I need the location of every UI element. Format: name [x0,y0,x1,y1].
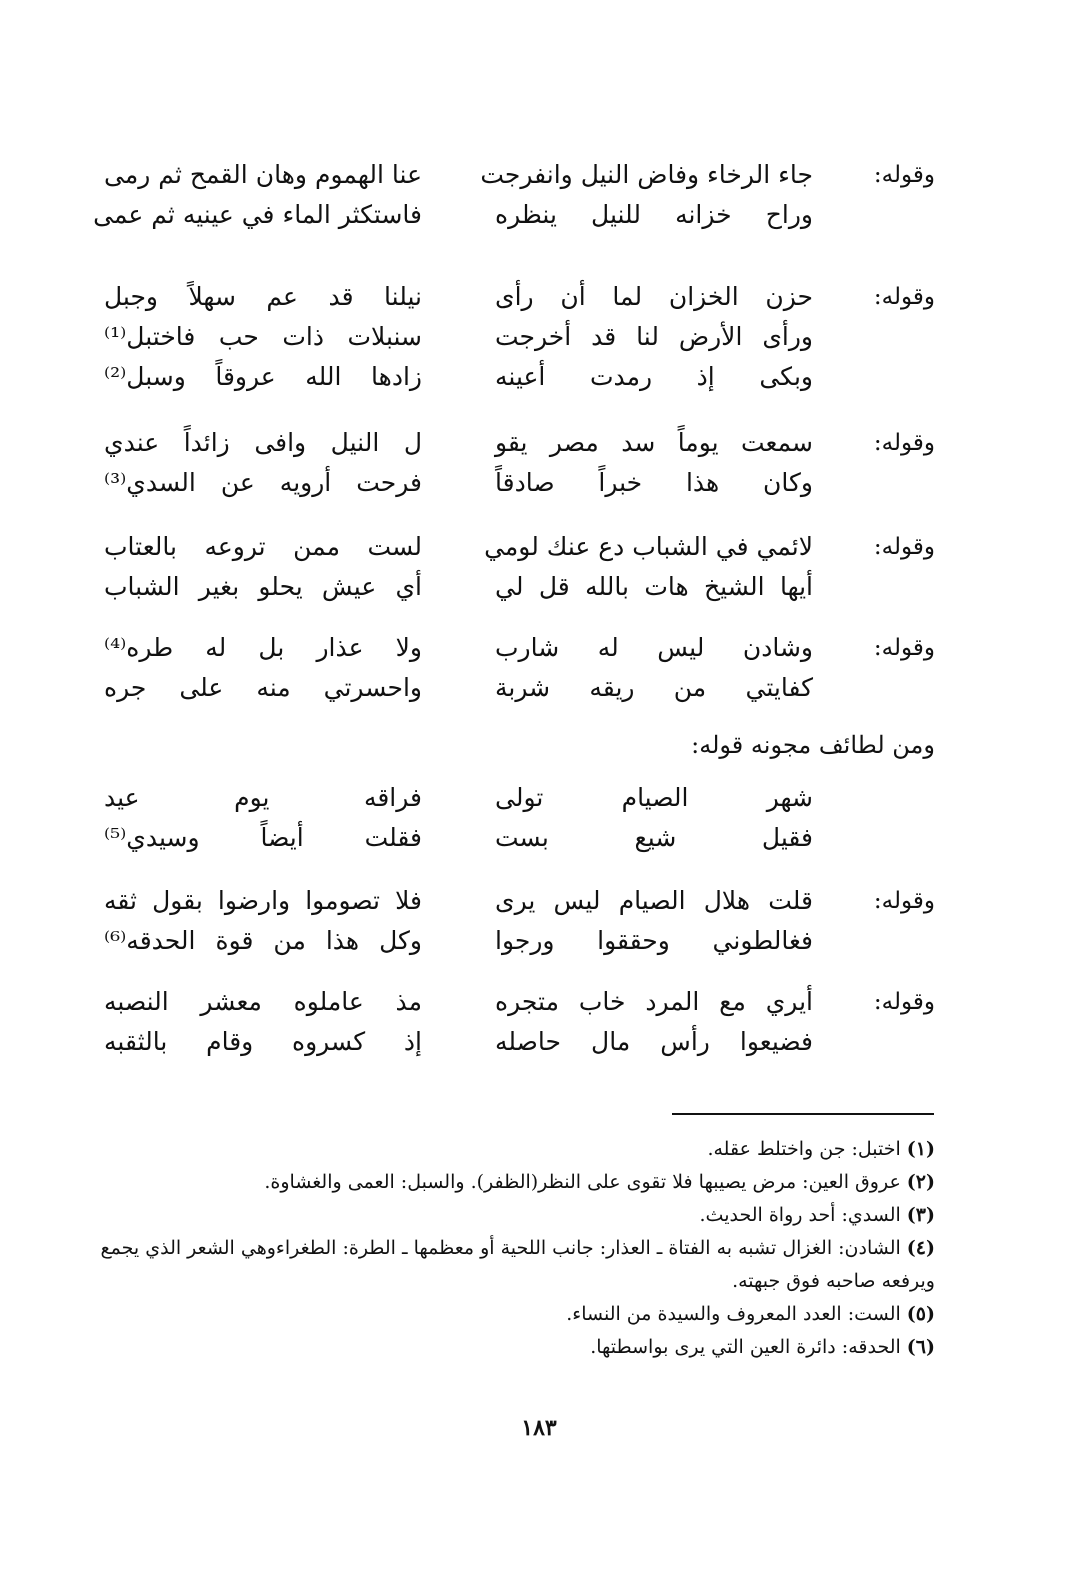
first-hemistich: لائمي في الشباب دع عنك لومي [484,532,813,561]
stanza-label: وقوله: [873,284,935,310]
first-hemistich: سمعت يوماً سد مصر يقو [495,428,813,457]
verse-line [100,527,935,567]
stanza-label: وقوله: [873,162,935,188]
footnote-number: (١) [906,1138,935,1160]
second-hemistich: فقلت أيضاً وسيدي⁽⁵⁾ [104,823,422,852]
second-hemistich: ل النيل وافى زائداً عندي [104,428,422,457]
second-hemistich: فاستكثر الماء في عينيه ثم عمى [93,200,422,229]
verse-line [100,982,935,1022]
second-hemistich: لست ممن تروعه بالعتاب [104,532,422,561]
footnote [100,1232,935,1298]
verse-line [100,818,935,858]
first-hemistich: ورأى الأرض لنا قد أخرجت [495,322,813,351]
verse-line [100,357,935,397]
stanza-label: وقوله: [873,534,935,560]
poem-stanza [100,982,935,1062]
first-hemistich: فضيعوا رأس مال حاصله [495,1027,813,1056]
first-hemistich: شهر الصيام تولى [495,783,813,812]
poem-stanza [100,527,935,607]
first-hemistich: وبكى إذ رمدت أعينه [495,362,813,391]
footnote-text: الشادن: الغزال تشبه به الفتاة ـ العذار: جانب اللحية أو معظمها ـ الطرة: الطغراءوهي الشعر الذي يجمع ويرفعه صاحبه فوق جبهته. [100,1237,935,1292]
footnote-text: الست: العدد المعروف والسيدة من النساء. [566,1303,901,1325]
first-hemistich: وكان هذا خبراً صادقاً [495,468,813,497]
verse-line [100,567,935,607]
verse-line [93,195,935,235]
verse-line [100,668,935,708]
poem-stanza [100,778,935,858]
second-hemistich: نيلنا قد عم سهلاً وجبل [104,282,422,311]
verse-line [100,1022,935,1062]
second-hemistich: مذ عاملوه معشر النصبه [104,987,422,1016]
footnote-divider [672,1113,934,1115]
first-hemistich: حزن الخزان لما أن رأى [495,282,813,311]
verse-line [100,881,935,921]
footnote [100,1133,935,1166]
stanza-label: وقوله: [873,430,935,456]
poem-stanza [100,277,935,397]
second-hemistich: واحسرتي منه على جره [104,673,422,702]
first-hemistich: قلت هلال الصيام ليس يرى [495,886,813,915]
poem-stanza [93,155,935,235]
poem-stanza [100,628,935,708]
second-hemistich: سنبلات ذات حب فاختبل⁽¹⁾ [104,322,422,351]
footnote-number: (٦) [906,1336,935,1358]
stanza-label: وقوله: [873,989,935,1015]
footnote [100,1331,935,1364]
verse-line [100,317,935,357]
footnote [100,1199,935,1232]
verse-line [100,155,935,195]
second-hemistich: زادها الله عروقاً وسبل⁽²⁾ [104,362,422,391]
footnote-number: (٢) [906,1171,935,1193]
second-hemistich: فراقه يوم عيد [104,783,422,812]
section-intro: ومن لطائف مجونه قوله: [691,731,935,759]
footnote [100,1166,935,1199]
footnote-text: الحدقه: دائرة العين التي يرى بواسطتها. [590,1336,901,1358]
second-hemistich: فلا تصوموا وارضوا بقول ثقه [104,886,422,915]
verse-line [100,423,935,463]
footnote-text: عروق العين: مرض يصيبها فلا تقوى على النظر(الظفر). والسبل: العمى والغشاوة. [264,1171,901,1193]
second-hemistich: وكل هذا من قوة الحدقه⁽⁶⁾ [104,926,422,955]
second-hemistich: أي عيش يحلو بغير الشباب [104,572,422,601]
second-hemistich: إذ كسروه وقام بالثقبه [104,1027,422,1056]
second-hemistich: عنا الهموم وهان القمح ثم رمى [104,160,422,189]
poem-stanza [100,423,935,503]
first-hemistich: أيها الشيخ هات بالله قل لي [495,572,813,601]
verse-line [100,628,935,668]
poem-stanza [100,881,935,961]
second-hemistich: ولا عذار بل له طره⁽⁴⁾ [104,633,422,662]
first-hemistich: كفايتي من ريقه شربة [495,673,813,702]
footnote-number: (٥) [906,1303,935,1325]
first-hemistich: وشادن ليس له شارب [495,633,813,662]
first-hemistich: أيري مع المرد خاب متجره [495,987,813,1016]
footnotes [100,1133,935,1364]
footnote-number: (٣) [906,1204,935,1226]
verse-line [100,277,935,317]
footnote-text: اختبل: جن واختلط عقله. [707,1138,901,1160]
footnote-text: السدي: أحد رواة الحديث. [699,1204,901,1226]
stanza-label: وقوله: [873,635,935,661]
page-number: ١٨٣ [521,1415,557,1441]
first-hemistich: فغالطوني وحققوا ورجوا [495,926,813,955]
first-hemistich: وراح خزانه للنيل ينظره [495,200,813,229]
verse-line [100,463,935,503]
first-hemistich: فقيل شيع بست [495,823,813,852]
footnote-number: (٤) [906,1237,935,1259]
verse-line [100,778,935,818]
first-hemistich: جاء الرخاء وفاض النيل وانفرجت [480,160,813,189]
stanza-label: وقوله: [873,888,935,914]
footnote [100,1298,935,1331]
verse-line [100,921,935,961]
second-hemistich: فرحت أرويه عن السدي⁽³⁾ [104,468,422,497]
